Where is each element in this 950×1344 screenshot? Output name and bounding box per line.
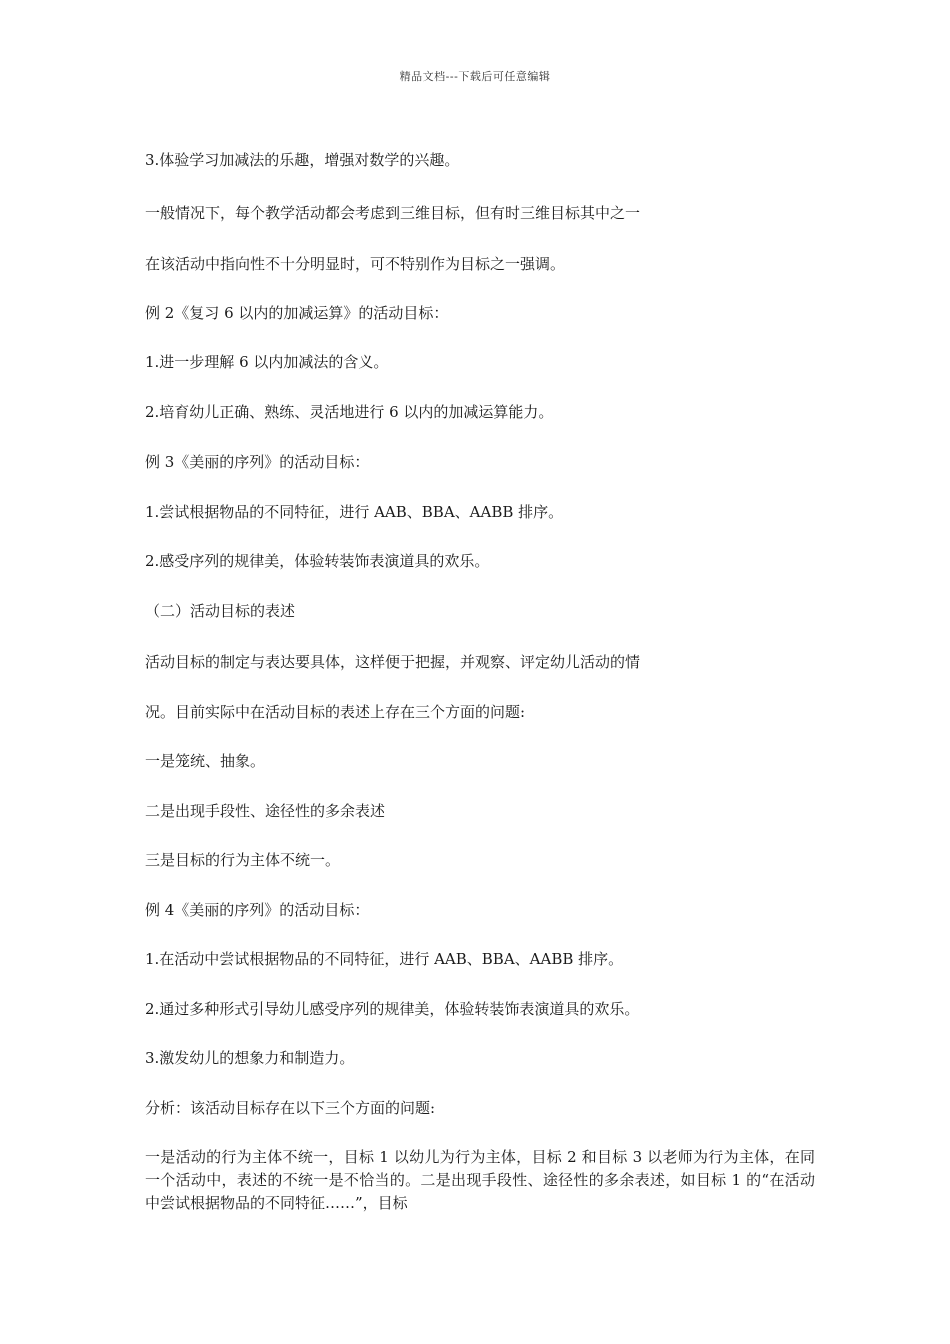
text-line: 1.尝试根据物品的不同特征，进行 AAB、BBA、AABB 排序。	[145, 503, 564, 521]
text-line: 1.进一步理解 6 以内加减法的含义。	[145, 353, 389, 371]
text-line: 3.激发幼儿的想象力和制造力。	[145, 1049, 355, 1067]
text-line: 3.体验学习加减法的乐趣，增强对数学的兴趣。	[145, 151, 460, 169]
analysis-paragraph: 一是活动的行为主体不统一，目标 1 以幼儿为行为主体，目标 2 和目标 3 以老师为行为主体，在同一个活动中，表述的不统一是不恰当的。二是出现手段性、途径性的多余表述，如目标 1 的“在活动中尝试根据物品的不同特征……”，目标	[145, 1148, 815, 1212]
text-line: 1.在活动中尝试根据物品的不同特征，进行 AAB、BBA、AABB 排序。	[145, 950, 624, 968]
text-line: 在该活动中指向性不十分明显时，可不特别作为目标之一强调。	[145, 255, 566, 273]
text-line: 例 4《美丽的序列》的活动目标：	[145, 901, 370, 919]
text-line: 例 2《复习 6 以内的加减运算》的活动目标：	[145, 304, 449, 322]
text-line: 一般情况下，每个教学活动都会考虑到三维目标，但有时三维目标其中之一	[145, 204, 641, 222]
section-heading: （二）活动目标的表述	[145, 602, 296, 620]
text-line: 二是出现手段性、途径性的多余表述	[145, 802, 386, 820]
text-line: 2.通过多种形式引导幼儿感受序列的规律美，体验转装饰表演道具的欢乐。	[145, 1000, 640, 1018]
text-line: 活动目标的制定与表达要具体，这样便于把握，并观察、评定幼儿活动的情	[145, 653, 641, 671]
text-line: 例 3《美丽的序列》的活动目标：	[145, 453, 370, 471]
page-header: 精品文档---下载后可任意编辑	[399, 70, 551, 83]
text-line: 一是笼统、抽象。	[145, 752, 266, 770]
text-line: 分析：该活动目标存在以下三个方面的问题:	[145, 1099, 436, 1117]
text-line: 况。目前实际中在活动目标的表述上存在三个方面的问题:	[145, 703, 526, 721]
text-line: 2.培育幼儿正确、熟练、灵活地进行 6 以内的加减运算能力。	[145, 403, 554, 421]
text-line: 三是目标的行为主体不统一。	[145, 851, 341, 869]
text-line: 2.感受序列的规律美，体验转装饰表演道具的欢乐。	[145, 552, 490, 570]
